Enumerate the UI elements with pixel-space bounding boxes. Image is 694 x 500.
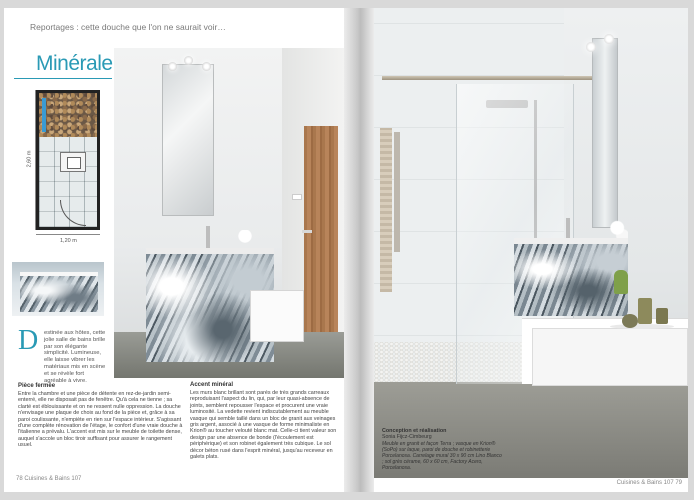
left-page: [4, 8, 344, 492]
granite-block: [20, 276, 98, 312]
wall-lamp: [184, 56, 193, 65]
decorative-ball: [622, 314, 638, 328]
page-folio-right: Cuisines & Bains 107 79: [616, 480, 682, 486]
dimension-height-label: 2,60 m: [26, 150, 33, 168]
light-switch: [292, 194, 302, 200]
plan-shower-gravel: [39, 93, 97, 137]
shower-photo: [374, 8, 688, 478]
floor-plan: [26, 88, 104, 246]
page-gutter: [344, 8, 374, 492]
door-handle: [302, 230, 312, 233]
candle: [638, 298, 652, 324]
door-rail: [382, 76, 614, 80]
mirror: [162, 64, 214, 216]
caption-designer: Sonia Fijcz-Cimbeurg: [382, 434, 432, 441]
faucet: [206, 226, 210, 250]
drawer-unit: [250, 290, 304, 342]
title-rule: [14, 78, 112, 79]
bathroom-photo: [114, 48, 344, 378]
mirror: [592, 38, 618, 228]
body-column-1: Entre la chambre et une pièce de détente en rez-de-jardin semi-enterré, elle ne disposait pas de fenêtre. Qu'à cela ne tienne ; sa clarté est éblouissante et on ne ressent nulle oppression. La douche n'envisage une plaque de choix au fond de la pièce et, grâce à sa paroi coulissante, n'empiète en rien sur l'espace intérieur. S'agissant d'une complète rénovation de l'étage, le confort d'une vraie douche à l'italienne a prévalu. L'accent est mis sur le meuble de toilette dense, auquel s'accole un bloc tiroir suffisant pour assurer le rangement usuel.: [18, 391, 183, 449]
candle: [656, 308, 668, 324]
orchid: [238, 230, 252, 250]
caption: [382, 428, 502, 471]
drop-cap: D: [18, 325, 39, 356]
section-header: Reportages : cette douche que l'on ne saurait voir…: [30, 22, 226, 32]
towel: [394, 132, 400, 252]
tray: [610, 324, 674, 329]
caption-body: Meuble en granit et façon Terra ; vasque en Krion® (SoPo) sur laque, paroi de douche et robinetterie Porcelanosa. Carrelage mural 30 x 90 cm Lino Blanco ; sol grès cérame, 60 x 60 cm, Factory Acero, Porcelanosa.: [382, 440, 502, 471]
right-page: [374, 8, 688, 492]
section-heading-piece-fermee: Pièce fermée: [18, 383, 56, 389]
article-title: Minérale: [36, 52, 113, 75]
caption-heading: Conception et réalisation: [382, 428, 447, 434]
plan-shower-drain: [42, 98, 46, 132]
wall-lamp: [586, 42, 596, 52]
page-folio-left: 78 Cuisines & Bains 107: [16, 476, 82, 482]
plan-basin: [60, 152, 86, 172]
body-column-2: Les murs blanc brillant sont parés de très grands carreaux reproduisant l'aspect du lin, qui, par leur quasi-absence de joints, semblent repousser l'espace et procurent une vraie luminosité. La vedette revient indiscutablement au meuble vasque qui semble taillé dans un bloc de granit aux veinages gris argent, associé à une vasque de forme minimaliste en Krion® au toucher velouté blanc mat. Celle-ci tient valeur son design par une absence de bonde (l'écoulement est périphérique) et son robinet également très cubique. Le sol décor béton rusé dans l'esprit minéral, jusqu'au receveur en galets plats.: [190, 390, 337, 461]
wall-lamp: [604, 34, 614, 44]
intro-text: estinée aux hôtes, cette jolie salle de bains brille par son élégante simplicité. Lumineuse, elle laisse vibrer les matériaux mis en scène et se révèle fort agréable à vivre.: [44, 330, 106, 384]
wall-lamp: [202, 62, 211, 71]
drawer-front: [532, 328, 688, 386]
basin-detail-photo: [12, 262, 104, 316]
towel: [380, 128, 392, 292]
section-heading-accent-mineral: Accent minéral: [190, 382, 234, 388]
plant: [614, 270, 628, 294]
wall-lamp: [168, 62, 177, 71]
granite-vanity: [514, 244, 628, 316]
dimension-width-label: 1,20 m: [60, 238, 77, 244]
faucet: [566, 218, 570, 240]
